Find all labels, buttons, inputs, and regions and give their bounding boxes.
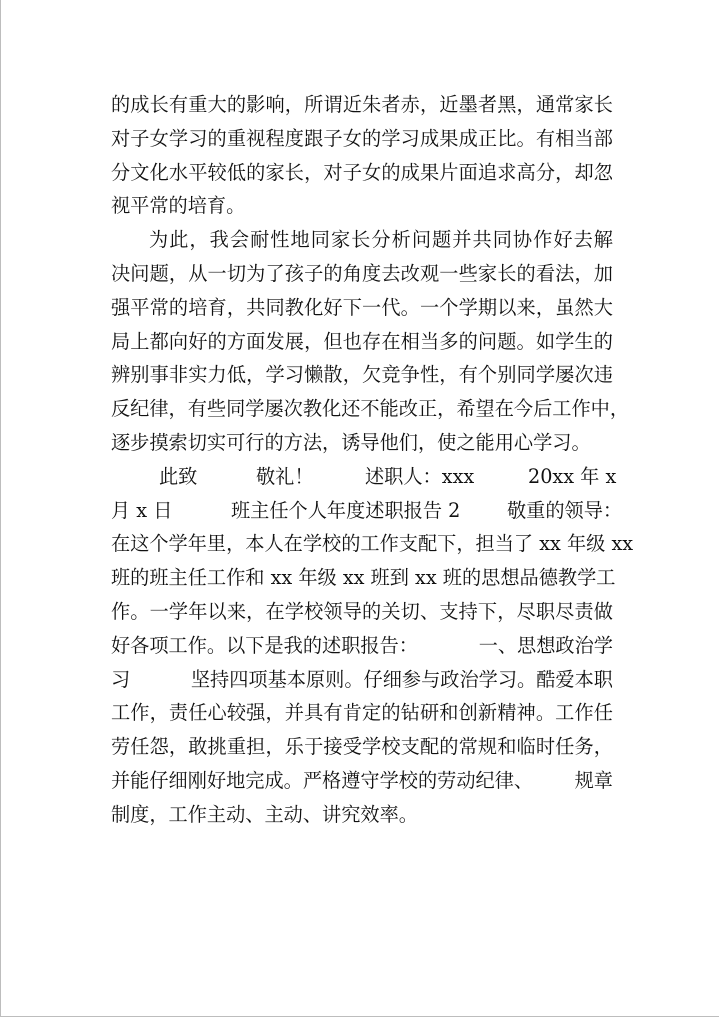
- text-line: 对子女学习的重视程度跟子女的学习成果成正比。有相当部: [111, 126, 613, 150]
- closing-line-2: [111, 494, 623, 528]
- regards: 敬礼！: [256, 464, 314, 488]
- text-line: 反纪律，有些同学屡次教化还不能改正，希望在今后工作中，: [111, 397, 630, 421]
- text-line: 分文化水平较低的家长，对子女的成果片面追求高分，却忽: [111, 160, 613, 184]
- section-heading: 一、思想政治学: [478, 633, 613, 657]
- date-part: 月 x 日: [111, 498, 173, 522]
- text-line: 辨别事非实力低，学习懒散，欠竞争性，有个别同学屡次违: [111, 363, 613, 387]
- text-segment: 好各项工作。以下是我的述职报告：: [111, 633, 418, 657]
- text-line: 的成长有重大的影响，所谓近朱者赤，近墨者黑，通常家长: [111, 93, 613, 116]
- text-segment: 坚持四项基本原则。仔细参与政治学习。酷爱本职: [190, 667, 613, 691]
- text-line: 工作，责任心较强，并具有肯定的钻研和创新精神。工作任: [111, 701, 613, 725]
- text-line: 制度，工作主动、主动、讲究效率。: [111, 802, 418, 826]
- salutation: 此致: [159, 464, 198, 488]
- text-line: 决问题，从一切为了孩子的角度去改观一些家长的看法，加: [111, 261, 613, 285]
- text-line: 作。一学年以来，在学校领导的关切、支持下，尽职尽责做: [111, 599, 613, 623]
- text-line: 逐步摸索切实可行的方法，诱导他们，使之能用心学习。: [111, 430, 591, 454]
- date-part: 20xx 年 x: [528, 464, 617, 488]
- text-line: [111, 629, 613, 663]
- text-line: 在这个学年里，本人在学校的工作支配下，担当了 xx 年级 xx: [111, 532, 634, 556]
- text-line: 局上都向好的方面发展，但也存在相当多的问题。如学生的: [111, 329, 613, 353]
- text-segment: 规章: [574, 768, 613, 792]
- text-line: 劳任怨，敢挑重担，乐于接受学校支配的常规和临时任务，: [111, 735, 613, 759]
- text-segment: 习: [111, 667, 131, 691]
- greeting: 敬重的领导：: [507, 498, 623, 522]
- text-line: 为此，我会耐性地同家长分析问题并共同协作好去解: [149, 228, 613, 252]
- closing-line: [111, 460, 617, 494]
- text-line: 班的班主任工作和 xx 年级 xx 班到 xx 班的思想品德教学工: [111, 566, 616, 590]
- text-line: [111, 764, 613, 798]
- document-body: [111, 88, 634, 832]
- text-line: 强平常的培育，共同教化好下一代。一个学期以来，虽然大: [111, 295, 613, 319]
- signer: 述职人：xxx: [365, 464, 475, 488]
- text-line: [111, 663, 613, 697]
- report-title: 班主任个人年度述职报告 2: [231, 498, 461, 522]
- text-segment: 并能仔细刚好地完成。严格遵守学校的劳动纪律、: [111, 768, 534, 792]
- text-line: 视平常的培育。: [111, 194, 246, 218]
